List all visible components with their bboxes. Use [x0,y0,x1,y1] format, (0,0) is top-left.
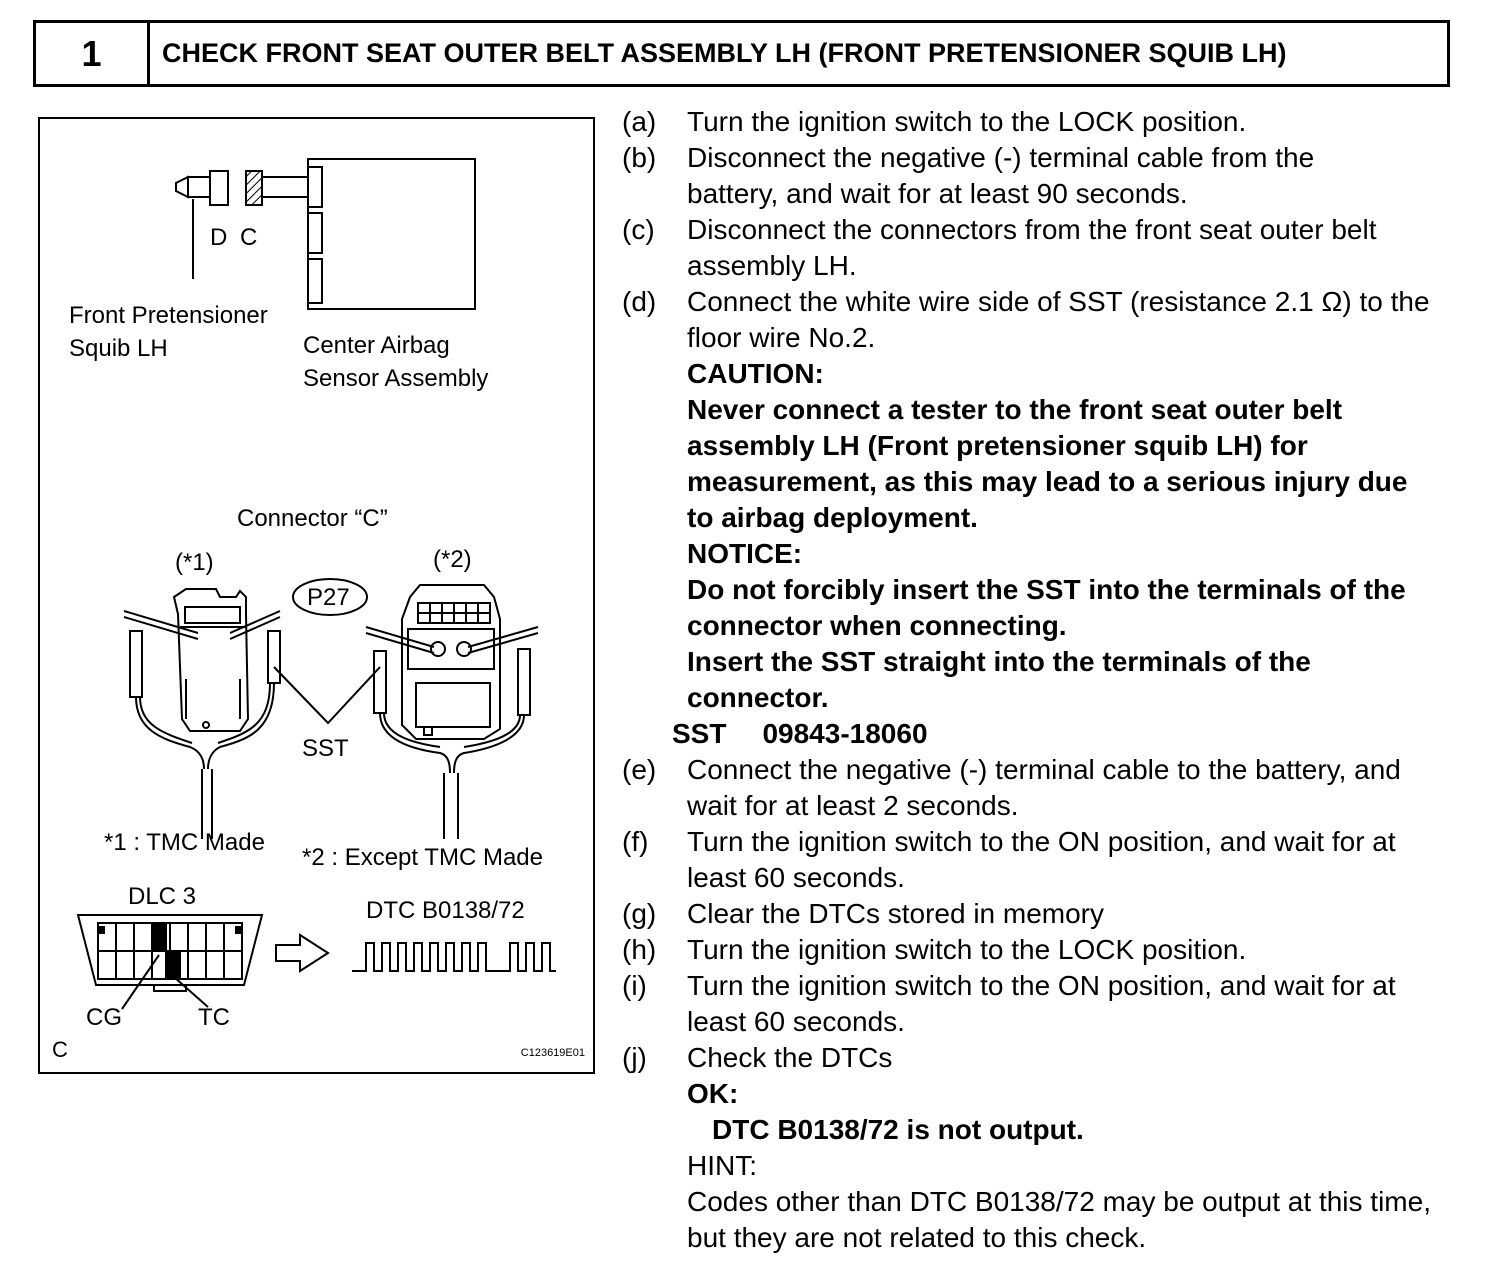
step-text: Turn the ignition switch to the LOCK position. [687,106,1247,137]
step-letter: (b) [622,142,657,173]
step-letter: (e) [622,754,657,785]
figure-code: C123619E01 [520,1047,585,1059]
step-row [622,896,1482,932]
variant-2-label: (*2) [433,546,472,573]
step-letter: (i) [622,970,647,1001]
note-except-tmc: *2 : Except TMC Made [302,844,543,871]
step-letter: (c) [622,214,655,245]
step-row [622,212,1482,284]
step-text: Connect the white wire side of SST (resistance 2.1 Ω) to the floor wire No.2. [687,286,1430,353]
step-letter: (f) [622,826,649,857]
connector-c-title: Connector “C” [237,505,388,532]
step-title: CHECK FRONT SEAT OUTER BELT ASSEMBLY LH (FRONT PRETENSIONER SQUIB LH) [162,38,1287,68]
variant-1-label: (*1) [175,549,214,576]
step-letter: (g) [622,898,657,929]
label-c: C [240,224,258,251]
step-row [622,752,1482,824]
step-row [622,104,1482,140]
ok-heading: OK: [687,1078,739,1109]
step-row [622,140,1482,212]
notice-text-1: Do not forcibly insert the SST into the terminals of the connector when connecting. [687,574,1406,641]
ok-value: DTC B0138/72 is not output. [712,1114,1084,1145]
hint-text: Codes other than DTC B0138/72 may be output at this time, but they are not related to this check. [687,1186,1431,1253]
step-text: Check the DTCs [687,1042,893,1073]
sst-label-text: SST [672,718,727,749]
step-header [33,20,1450,87]
step-row [622,932,1482,968]
step-letter: (j) [622,1042,647,1073]
step-row [622,1040,1482,1076]
step-row [622,824,1482,896]
instructions [622,104,1482,1256]
note-tmc-made: *1 : TMC Made [104,829,265,856]
center-airbag-label-1: Center Airbag [303,332,450,359]
notice-text-2: Insert the SST straight into the terminals of the connector. [687,646,1311,713]
notice-heading: NOTICE: [687,538,803,569]
step-text: Turn the ignition switch to the ON position, and wait for at least 60 seconds. [687,826,1396,893]
front-pretensioner-label-1: Front Pretensioner [69,302,268,329]
front-pretensioner-label-2: Squib LH [69,335,168,362]
connector-except-tmc [366,585,538,839]
diagram-figure [38,117,595,1074]
connector-c-hatched [246,171,262,205]
step-letter: (h) [622,934,657,965]
tc-label: TC [198,1004,230,1031]
step-text: Disconnect the connectors from the front seat outer belt assembly LH. [687,214,1377,281]
caution-heading: CAUTION: [687,358,824,389]
step-text: Disconnect the negative (-) terminal cable from the battery, and wait for at least 90 seconds. [687,142,1315,209]
sst-label: SST [302,735,349,762]
figure-corner-letter: C [52,1037,68,1062]
step-number: 1 [36,23,150,84]
caution-text: Never connect a tester to the front seat outer belt assembly LH (Front pretensioner squib LH) for measurement, as this may lead to a serious injury due to airbag deployment. [687,394,1408,533]
harness-wire [262,177,308,197]
sst-number-line [622,716,1482,752]
center-airbag-label-2: Sensor Assembly [303,365,489,392]
connector-tmc-made [124,589,280,839]
center-airbag-sensor-box [308,159,475,309]
hint-heading: HINT: [687,1150,757,1181]
label-d: D [210,224,228,251]
cg-label: CG [86,1004,122,1031]
dtc-waveform [352,943,556,971]
arrow-icon [276,935,328,971]
step-letter: (d) [622,286,657,317]
dlc3-connector [78,915,262,1009]
dlc3-label: DLC 3 [128,883,197,910]
step-row [622,968,1482,1040]
p27-label: P27 [307,584,350,611]
sst-pointer-lines [274,667,380,723]
step-text: Turn the ignition switch to the ON position, and wait for at least 60 seconds. [687,970,1396,1037]
step-letter: (a) [622,106,657,137]
step-text: Connect the negative (-) terminal cable to the battery, and wait for at least 2 seconds. [687,754,1401,821]
step-text: Turn the ignition switch to the LOCK position. [687,934,1247,965]
dtc-label: DTC B0138/72 [366,897,525,924]
step-text: Clear the DTCs stored in memory [687,898,1105,929]
step-row [622,284,1482,356]
sst-part-number: 09843-18060 [762,718,928,749]
